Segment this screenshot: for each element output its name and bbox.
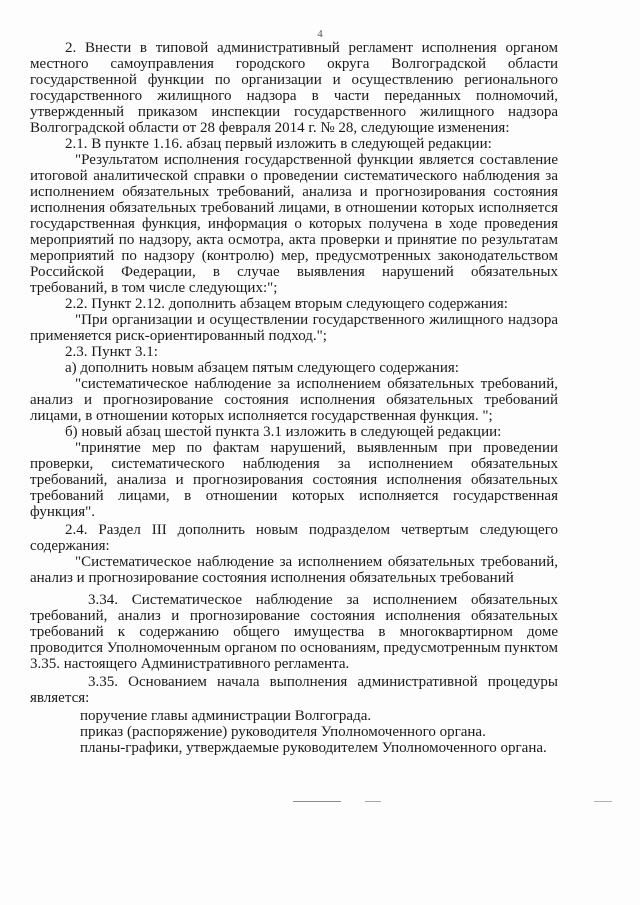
quote-measures: "принятие мер по фактам нарушений, выявленным при проведении проверки, систематического наблюдения за исполнением обязательных требований, анализа и прогнозирования состояния исполнения обязательных требований лицами, в отношении которых исполняется государственная функция". bbox=[30, 440, 558, 520]
scan-artifact-line bbox=[594, 801, 612, 802]
quote-risk-approach: "При организации и осуществлении государственного жилищного надзора применяется риск-ориентированный подход."; bbox=[30, 312, 558, 344]
paragraph-item-2-4: 2.4. Раздел III дополнить новым подразделом четвертым следующего содержания: bbox=[30, 522, 558, 554]
paragraph-item-2-3: 2.3. Пункт 3.1: bbox=[65, 344, 158, 360]
list-item-order-director: приказ (распоряжение) руководителя Уполномоченного органа. bbox=[80, 724, 486, 740]
list-item-order-head: поручение главы администрации Волгограда. bbox=[80, 708, 372, 724]
quote-subsection-title: "Систематическое наблюдение за исполнением обязательных требований, анализ и прогнозирование состояния исполнения обязательных требований bbox=[30, 554, 558, 586]
scan-artifact-line bbox=[365, 801, 381, 802]
paragraph-item-3-35: 3.35. Основанием начала выполнения административной процедуры является: bbox=[30, 674, 558, 706]
paragraph-item-b: б) новый абзац шестой пункта 3.1 изложить в следующей редакции: bbox=[65, 424, 502, 440]
quote-systematic-observation: "систематическое наблюдение за исполнением обязательных требований, анализ и прогнозирование состояния исполнения обязательных требований лицами, в отношении которых исполняется государственная функция. "; bbox=[30, 376, 558, 424]
list-item-schedules: планы-графики, утверждаемые руководителем Уполномоченного органа. bbox=[80, 740, 547, 756]
paragraph-item-a: а) дополнить новым абзацем пятым следующего содержания: bbox=[65, 360, 459, 376]
paragraph-item-3-34: 3.34. Систематическое наблюдение за исполнением обязательных требований, анализ и прогнозирование состояния исполнения обязательных требований к содержанию общего имущества в многоквартирном доме проводится Уполномоченным органом по основаниям, предусмотренным пунктом 3.35. настоящего Административного регламента. bbox=[30, 592, 558, 672]
quote-result-of-function: "Результатом исполнения государственной функции является составление итоговой аналитической справки о проведении систематического наблюдения за исполнением обязательных требований, анализа и прогнозирования состояния исполнения обязательных требований лицами, в отношении которых исполняется государственная функция, информация о которых получена в ходе проведения мероприятий по надзору, акта осмотра, акта проверки и принятие по результатам мероприятий по надзору (контролю) мер, предусмотренных законодательством Российской Федерации, в случае выявления нарушений обязательных требований, в том числе следующих:"; bbox=[30, 152, 558, 296]
paragraph-item-2-2: 2.2. Пункт 2.12. дополнить абзацем вторым следующего содержания: bbox=[65, 296, 508, 312]
scan-artifact-line bbox=[293, 801, 341, 802]
page-number: 4 bbox=[317, 28, 323, 40]
paragraph-item-2: 2. Внести в типовой административный регламент исполнения органом местного самоуправления городского округа Волгоградской области государственной функции по организации и осуществлению регионального государственного жилищного надзора в части переданных полномочий, утвержденный приказом инспекции государственного жилищного надзора Волгоградской области от 28 февраля 2014 г. № 28, следующие изменения: bbox=[30, 40, 558, 136]
document-body bbox=[30, 40, 558, 756]
paragraph-item-2-1: 2.1. В пункте 1.16. абзац первый изложить в следующей редакции: bbox=[65, 136, 492, 152]
